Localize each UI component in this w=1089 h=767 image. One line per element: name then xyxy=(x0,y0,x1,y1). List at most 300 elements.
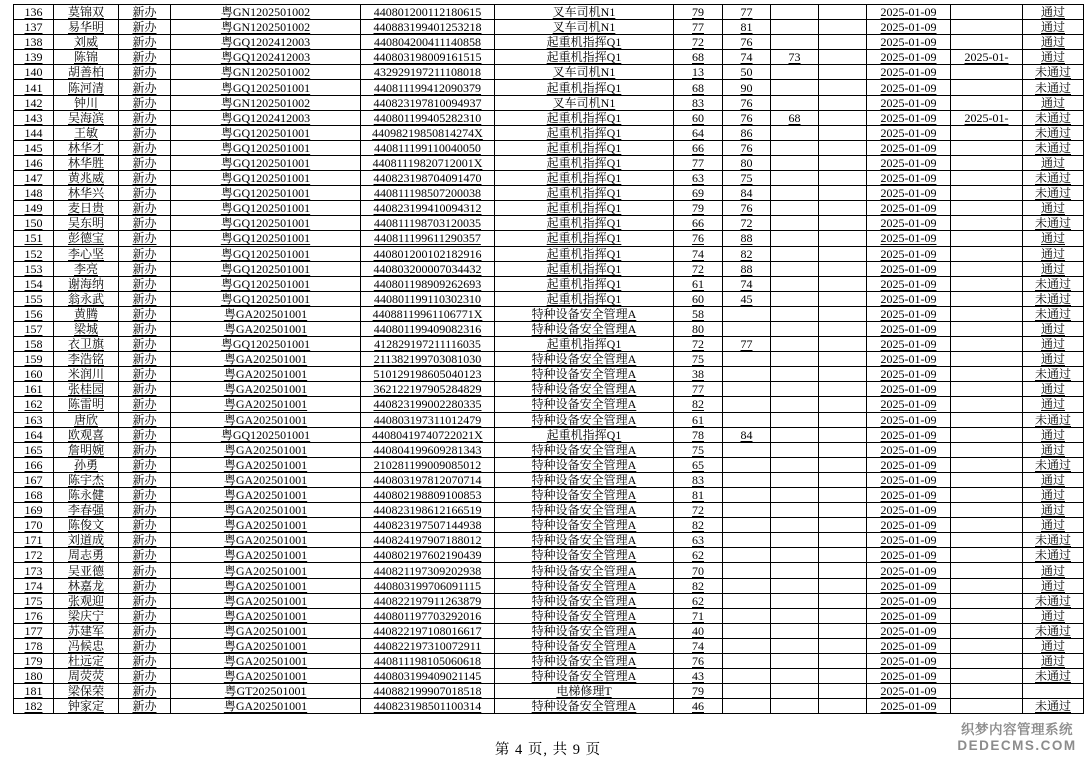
cell-name: 梁庆宁 xyxy=(54,608,119,623)
cell-subject: 特种设备安全管理A xyxy=(495,488,674,503)
cell-exam-code: 粤GA202501001 xyxy=(171,488,361,503)
table-row xyxy=(14,608,1084,623)
table-row xyxy=(14,578,1084,593)
cell-status: 新办 xyxy=(119,503,171,518)
cell-result: 通过 xyxy=(1023,231,1084,246)
cell-name: 刘威 xyxy=(54,35,119,50)
cell-date2 xyxy=(951,35,1023,50)
cell-subject: 特种设备安全管理A xyxy=(495,367,674,382)
cell-id-number: 44080419740722021X xyxy=(361,427,495,442)
cell-score4 xyxy=(819,367,867,382)
cell-name: 谢海纳 xyxy=(54,276,119,291)
cell-row-no: 156 xyxy=(14,306,54,321)
exam-results-table xyxy=(13,4,1084,714)
cell-name: 吴亚德 xyxy=(54,563,119,578)
cell-name: 米润川 xyxy=(54,367,119,382)
cell-exam-code: 粤GQ1202412003 xyxy=(171,50,361,65)
cell-date2 xyxy=(951,578,1023,593)
cell-score2: 76 xyxy=(723,201,771,216)
cell-score3 xyxy=(771,321,819,336)
cell-date1: 2025-01-09 xyxy=(867,623,951,638)
cell-row-no: 171 xyxy=(14,533,54,548)
cell-result: 未通过 xyxy=(1023,65,1084,80)
cell-subject: 起重机指挥Q1 xyxy=(495,155,674,170)
cell-score2 xyxy=(723,472,771,487)
table-row xyxy=(14,155,1084,170)
cell-row-no: 159 xyxy=(14,352,54,367)
cell-name: 衣卫旗 xyxy=(54,337,119,352)
cell-subject: 起重机指挥Q1 xyxy=(495,427,674,442)
cell-row-no: 142 xyxy=(14,95,54,110)
cell-date2 xyxy=(951,216,1023,231)
cms-watermark-line2: DEDECMS.COM xyxy=(957,737,1077,753)
cell-score3 xyxy=(771,261,819,276)
cell-id-number: 440801199110302310 xyxy=(361,291,495,306)
cell-subject: 起重机指挥Q1 xyxy=(495,276,674,291)
cell-score1: 43 xyxy=(674,669,723,684)
cell-id-number: 440804200411140858 xyxy=(361,35,495,50)
cell-score3 xyxy=(771,442,819,457)
cell-exam-code: 粤GA202501001 xyxy=(171,367,361,382)
cell-date2 xyxy=(951,291,1023,306)
cell-row-no: 136 xyxy=(14,5,54,20)
cell-exam-code: 粤GA202501001 xyxy=(171,563,361,578)
cell-name: 张桂园 xyxy=(54,382,119,397)
cell-subject: 特种设备安全管理A xyxy=(495,563,674,578)
cell-date1: 2025-01-09 xyxy=(867,216,951,231)
table-row xyxy=(14,623,1084,638)
cell-score2 xyxy=(723,352,771,367)
cell-score1: 40 xyxy=(674,623,723,638)
cell-score1: 82 xyxy=(674,578,723,593)
table-row xyxy=(14,216,1084,231)
cell-score2 xyxy=(723,578,771,593)
cell-score3 xyxy=(771,503,819,518)
cell-subject: 特种设备安全管理A xyxy=(495,382,674,397)
cell-date2 xyxy=(951,231,1023,246)
cell-subject: 特种设备安全管理A xyxy=(495,699,674,714)
cell-date2 xyxy=(951,367,1023,382)
cell-date1: 2025-01-09 xyxy=(867,155,951,170)
cell-score4 xyxy=(819,5,867,20)
cell-id-number: 440811198105060618 xyxy=(361,654,495,669)
cell-name: 李心坚 xyxy=(54,246,119,261)
cell-date2: 2025-01- xyxy=(951,110,1023,125)
cell-date2 xyxy=(951,20,1023,35)
cell-result: 通过 xyxy=(1023,35,1084,50)
cell-name: 吴海滨 xyxy=(54,110,119,125)
cell-score2 xyxy=(723,382,771,397)
cell-date1: 2025-01-09 xyxy=(867,593,951,608)
cell-id-number: 440801198909262693 xyxy=(361,276,495,291)
cell-subject: 起重机指挥Q1 xyxy=(495,110,674,125)
cell-id-number: 440883199401253218 xyxy=(361,20,495,35)
cell-score4 xyxy=(819,80,867,95)
cell-score3 xyxy=(771,186,819,201)
cell-subject: 起重机指挥Q1 xyxy=(495,125,674,140)
cell-score1: 75 xyxy=(674,442,723,457)
cell-date2 xyxy=(951,548,1023,563)
cell-score1: 13 xyxy=(674,65,723,80)
cell-score3 xyxy=(771,306,819,321)
cell-date1: 2025-01-09 xyxy=(867,337,951,352)
cell-score4 xyxy=(819,503,867,518)
cell-name: 钟家定 xyxy=(54,699,119,714)
cell-date1: 2025-01-09 xyxy=(867,291,951,306)
cell-status: 新办 xyxy=(119,352,171,367)
cell-row-no: 182 xyxy=(14,699,54,714)
cell-exam-code: 粤GQ1202501001 xyxy=(171,186,361,201)
cell-subject: 起重机指挥Q1 xyxy=(495,246,674,261)
cell-result: 未通过 xyxy=(1023,669,1084,684)
cell-result: 未通过 xyxy=(1023,110,1084,125)
cell-score3 xyxy=(771,457,819,472)
cell-status: 新办 xyxy=(119,246,171,261)
cell-score2 xyxy=(723,684,771,699)
cell-result: 通过 xyxy=(1023,95,1084,110)
cell-result: 通过 xyxy=(1023,472,1084,487)
cell-score3 xyxy=(771,291,819,306)
cell-score1: 75 xyxy=(674,352,723,367)
cell-score2: 77 xyxy=(723,337,771,352)
cell-score3 xyxy=(771,578,819,593)
cell-score1: 69 xyxy=(674,186,723,201)
cell-result: 通过 xyxy=(1023,155,1084,170)
cms-watermark-line1: 织梦内容管理系统 xyxy=(961,722,1073,737)
cell-score4 xyxy=(819,306,867,321)
cell-id-number: 440822197911263879 xyxy=(361,593,495,608)
cell-date1: 2025-01-09 xyxy=(867,457,951,472)
cell-id-number: 211382199703081030 xyxy=(361,352,495,367)
cell-score1: 79 xyxy=(674,684,723,699)
cell-date1: 2025-01-09 xyxy=(867,321,951,336)
cell-date2 xyxy=(951,5,1023,20)
cell-row-no: 170 xyxy=(14,518,54,533)
cell-id-number: 440823198501100314 xyxy=(361,699,495,714)
cell-status: 新办 xyxy=(119,367,171,382)
cell-row-no: 175 xyxy=(14,593,54,608)
cell-row-no: 172 xyxy=(14,548,54,563)
cell-score2: 74 xyxy=(723,50,771,65)
cell-date2 xyxy=(951,80,1023,95)
table-row xyxy=(14,593,1084,608)
cell-name: 黄兆威 xyxy=(54,171,119,186)
cell-subject: 特种设备安全管理A xyxy=(495,548,674,563)
cell-date2 xyxy=(951,95,1023,110)
cell-score2: 84 xyxy=(723,427,771,442)
cell-date2 xyxy=(951,442,1023,457)
cell-score1: 63 xyxy=(674,171,723,186)
cell-name: 王敏 xyxy=(54,125,119,140)
cell-score4 xyxy=(819,427,867,442)
cell-status: 新办 xyxy=(119,186,171,201)
cell-name: 麦日贵 xyxy=(54,201,119,216)
table-row xyxy=(14,80,1084,95)
cell-score1: 80 xyxy=(674,321,723,336)
cell-subject: 叉车司机N1 xyxy=(495,20,674,35)
cell-date2 xyxy=(951,563,1023,578)
cell-subject: 起重机指挥Q1 xyxy=(495,261,674,276)
cell-score4 xyxy=(819,201,867,216)
cell-result: 未通过 xyxy=(1023,291,1084,306)
cell-status: 新办 xyxy=(119,35,171,50)
cell-row-no: 161 xyxy=(14,382,54,397)
cell-score3 xyxy=(771,397,819,412)
cell-date2 xyxy=(951,201,1023,216)
cell-subject: 起重机指挥Q1 xyxy=(495,140,674,155)
cell-exam-code: 粤GA202501001 xyxy=(171,397,361,412)
cell-score4 xyxy=(819,412,867,427)
cell-row-no: 152 xyxy=(14,246,54,261)
table-row xyxy=(14,246,1084,261)
cell-name: 陈宇杰 xyxy=(54,472,119,487)
cell-status: 新办 xyxy=(119,684,171,699)
cell-score3 xyxy=(771,427,819,442)
cell-status: 新办 xyxy=(119,201,171,216)
cell-exam-code: 粤GA202501001 xyxy=(171,578,361,593)
cell-score3 xyxy=(771,80,819,95)
cell-result: 通过 xyxy=(1023,442,1084,457)
cell-subject: 特种设备安全管理A xyxy=(495,397,674,412)
table-row xyxy=(14,261,1084,276)
cell-date2 xyxy=(951,472,1023,487)
cell-name: 梁城 xyxy=(54,321,119,336)
cell-id-number: 44088119961106771X xyxy=(361,306,495,321)
cell-id-number: 440811198507200038 xyxy=(361,186,495,201)
cell-row-no: 139 xyxy=(14,50,54,65)
table-row xyxy=(14,367,1084,382)
cell-score1: 38 xyxy=(674,367,723,382)
table-row xyxy=(14,125,1084,140)
cell-id-number: 440803197812070714 xyxy=(361,472,495,487)
table-row xyxy=(14,65,1084,80)
cell-row-no: 153 xyxy=(14,261,54,276)
cell-score2 xyxy=(723,503,771,518)
cell-exam-code: 粤GQ1202501001 xyxy=(171,427,361,442)
cell-date2 xyxy=(951,488,1023,503)
cell-id-number: 440804199609281343 xyxy=(361,442,495,457)
cell-row-no: 173 xyxy=(14,563,54,578)
cell-score3 xyxy=(771,95,819,110)
cell-score1: 78 xyxy=(674,427,723,442)
cell-exam-code: 粤GA202501001 xyxy=(171,306,361,321)
table-row xyxy=(14,563,1084,578)
cell-row-no: 163 xyxy=(14,412,54,427)
cell-status: 新办 xyxy=(119,382,171,397)
cell-score2 xyxy=(723,669,771,684)
cell-status: 新办 xyxy=(119,140,171,155)
cell-score1: 72 xyxy=(674,261,723,276)
cell-score2: 76 xyxy=(723,110,771,125)
cell-row-no: 145 xyxy=(14,140,54,155)
cell-date1: 2025-01-09 xyxy=(867,110,951,125)
cell-score1: 62 xyxy=(674,593,723,608)
cell-date1: 2025-01-09 xyxy=(867,367,951,382)
cell-subject: 特种设备安全管理A xyxy=(495,654,674,669)
cell-date2 xyxy=(951,684,1023,699)
cell-exam-code: 粤GN1202501002 xyxy=(171,95,361,110)
cell-score1: 77 xyxy=(674,20,723,35)
cell-status: 新办 xyxy=(119,291,171,306)
cell-status: 新办 xyxy=(119,321,171,336)
cell-name: 冯候忠 xyxy=(54,638,119,653)
cell-date1: 2025-01-09 xyxy=(867,427,951,442)
cell-exam-code: 粤GQ1202501001 xyxy=(171,291,361,306)
cell-score1: 63 xyxy=(674,533,723,548)
cell-score2 xyxy=(723,442,771,457)
cell-score1: 81 xyxy=(674,488,723,503)
cell-row-no: 160 xyxy=(14,367,54,382)
cell-exam-code: 粤GQ1202501001 xyxy=(171,276,361,291)
cell-result: 通过 xyxy=(1023,654,1084,669)
cell-date1: 2025-01-09 xyxy=(867,472,951,487)
cell-date2 xyxy=(951,155,1023,170)
cell-row-no: 143 xyxy=(14,110,54,125)
cell-score4 xyxy=(819,518,867,533)
table-row xyxy=(14,412,1084,427)
cell-date1: 2025-01-09 xyxy=(867,548,951,563)
cell-row-no: 168 xyxy=(14,488,54,503)
cell-status: 新办 xyxy=(119,427,171,442)
table-row xyxy=(14,533,1084,548)
cell-result: 通过 xyxy=(1023,5,1084,20)
cell-score1: 61 xyxy=(674,412,723,427)
cell-score1: 71 xyxy=(674,608,723,623)
cell-date2 xyxy=(951,246,1023,261)
cell-row-no: 167 xyxy=(14,472,54,487)
cell-id-number: 440801197703292016 xyxy=(361,608,495,623)
cell-subject: 特种设备安全管理A xyxy=(495,412,674,427)
cell-id-number: 440823199410094312 xyxy=(361,201,495,216)
cell-status: 新办 xyxy=(119,65,171,80)
cell-name: 唐欣 xyxy=(54,412,119,427)
cell-name: 林华胜 xyxy=(54,155,119,170)
cell-exam-code: 粤GQ1202501001 xyxy=(171,155,361,170)
cell-score4 xyxy=(819,140,867,155)
cell-result: 未通过 xyxy=(1023,186,1084,201)
cell-score1: 68 xyxy=(674,80,723,95)
cell-status: 新办 xyxy=(119,261,171,276)
cell-result: 未通过 xyxy=(1023,533,1084,548)
cell-row-no: 176 xyxy=(14,608,54,623)
cell-date2 xyxy=(951,186,1023,201)
cell-subject: 特种设备安全管理A xyxy=(495,306,674,321)
table-row xyxy=(14,654,1084,669)
cell-score4 xyxy=(819,110,867,125)
cell-score1: 79 xyxy=(674,201,723,216)
cell-subject: 起重机指挥Q1 xyxy=(495,35,674,50)
cell-subject: 叉车司机N1 xyxy=(495,95,674,110)
cell-score4 xyxy=(819,442,867,457)
cell-score2 xyxy=(723,593,771,608)
cell-name: 易华明 xyxy=(54,20,119,35)
cell-date2 xyxy=(951,261,1023,276)
cell-score3 xyxy=(771,638,819,653)
cell-score4 xyxy=(819,231,867,246)
cell-date2: 2025-01- xyxy=(951,50,1023,65)
cell-status: 新办 xyxy=(119,5,171,20)
exam-results-table-body xyxy=(14,5,1084,714)
cell-date1: 2025-01-09 xyxy=(867,276,951,291)
cell-id-number: 440801199405282310 xyxy=(361,110,495,125)
cell-date2 xyxy=(951,638,1023,653)
cell-id-number: 412829197211116035 xyxy=(361,337,495,352)
cell-result xyxy=(1023,684,1084,699)
cell-result: 未通过 xyxy=(1023,593,1084,608)
cell-score3 xyxy=(771,125,819,140)
cell-row-no: 174 xyxy=(14,578,54,593)
cell-date2 xyxy=(951,518,1023,533)
cell-score4 xyxy=(819,699,867,714)
cell-subject: 特种设备安全管理A xyxy=(495,518,674,533)
cell-score4 xyxy=(819,186,867,201)
cell-score1: 68 xyxy=(674,50,723,65)
cell-score2: 81 xyxy=(723,20,771,35)
cell-score2 xyxy=(723,699,771,714)
cell-score4 xyxy=(819,457,867,472)
cell-name: 张观迎 xyxy=(54,593,119,608)
cell-score4 xyxy=(819,563,867,578)
cell-id-number: 440823199002280335 xyxy=(361,397,495,412)
table-row xyxy=(14,95,1084,110)
table-row xyxy=(14,382,1084,397)
cell-date1: 2025-01-09 xyxy=(867,488,951,503)
cell-id-number: 440803199409021145 xyxy=(361,669,495,684)
cell-score1: 58 xyxy=(674,306,723,321)
cell-status: 新办 xyxy=(119,337,171,352)
cell-score3 xyxy=(771,699,819,714)
cell-exam-code: 粤GA202501001 xyxy=(171,382,361,397)
cell-exam-code: 粤GA202501001 xyxy=(171,518,361,533)
cell-score3 xyxy=(771,488,819,503)
cell-exam-code: 粤GN1202501002 xyxy=(171,5,361,20)
cell-result: 未通过 xyxy=(1023,216,1084,231)
cell-date1: 2025-01-09 xyxy=(867,638,951,653)
cell-status: 新办 xyxy=(119,518,171,533)
cell-date1: 2025-01-09 xyxy=(867,669,951,684)
cell-result: 未通过 xyxy=(1023,306,1084,321)
cell-row-no: 147 xyxy=(14,171,54,186)
cell-score2 xyxy=(723,563,771,578)
cell-score4 xyxy=(819,291,867,306)
cell-date1: 2025-01-09 xyxy=(867,684,951,699)
cell-exam-code: 粤GQ1202501001 xyxy=(171,246,361,261)
cell-score3 xyxy=(771,231,819,246)
cell-score1: 66 xyxy=(674,216,723,231)
cell-score2: 82 xyxy=(723,246,771,261)
cell-id-number: 210281199009085012 xyxy=(361,457,495,472)
cell-exam-code: 粤GA202501001 xyxy=(171,623,361,638)
cell-score3 xyxy=(771,367,819,382)
cell-exam-code: 粤GA202501001 xyxy=(171,699,361,714)
cell-exam-code: 粤GQ1202501001 xyxy=(171,261,361,276)
table-row xyxy=(14,488,1084,503)
cell-row-no: 181 xyxy=(14,684,54,699)
cell-id-number: 440801200102182916 xyxy=(361,246,495,261)
table-row xyxy=(14,684,1084,699)
table-row xyxy=(14,472,1084,487)
cell-date1: 2025-01-09 xyxy=(867,397,951,412)
cell-score1: 76 xyxy=(674,231,723,246)
table-row xyxy=(14,518,1084,533)
cell-name: 陈永健 xyxy=(54,488,119,503)
cell-date2 xyxy=(951,654,1023,669)
cell-score4 xyxy=(819,216,867,231)
cell-date1: 2025-01-09 xyxy=(867,35,951,50)
cell-score2: 72 xyxy=(723,216,771,231)
cell-score1: 79 xyxy=(674,5,723,20)
cell-row-no: 165 xyxy=(14,442,54,457)
